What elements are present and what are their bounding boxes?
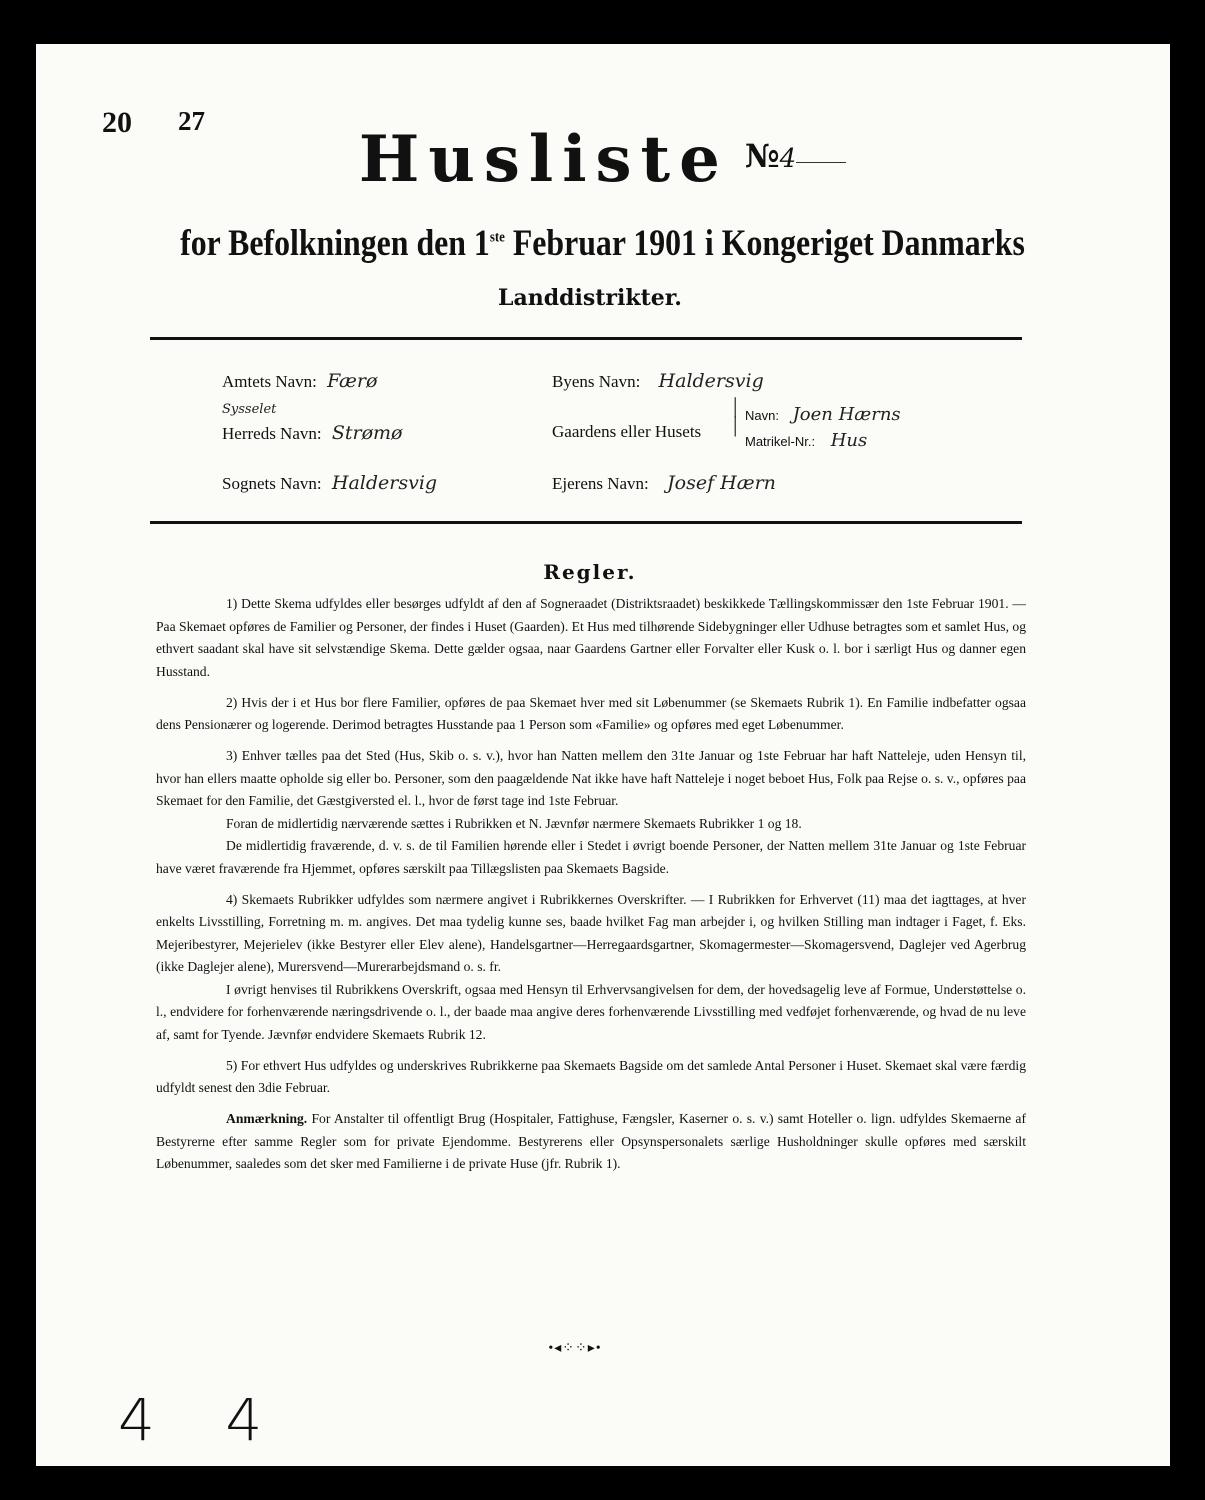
subtitle-superscript: ste bbox=[489, 229, 505, 246]
district-heading: Landdistrikter. bbox=[498, 285, 682, 311]
rules-note bbox=[156, 1108, 1026, 1176]
herred-field bbox=[222, 422, 403, 444]
list-number bbox=[745, 137, 796, 175]
gaard-bracket: | | bbox=[733, 393, 738, 437]
rule-4-continuation: I øvrigt henvises til Rubrikkens Overskrift, ogsaa med Hensyn til Erhvervsangivelsen for dem, der hovedsagelig leve af Formue, Understøttelse o. l., endvidere for forhenværende næringsdrivende o. l., der baade maa angive deres forhenværende Livsstilling med vedføjet forhenværende, og hvad de nu leve af, samt for Tyende. Jævnfør endvidere Skemaets Rubrik 12. bbox=[156, 981, 1026, 1042]
number-underline bbox=[796, 162, 846, 163]
form-subtitle bbox=[84, 222, 1120, 265]
sogn-label: Sognets Navn: bbox=[222, 474, 322, 493]
subtitle-start: for Befolkningen den 1 bbox=[180, 223, 490, 264]
number-sign: № bbox=[744, 137, 780, 175]
rule-5: 5) For ethvert Hus udfyldes og underskrives Rubrikkerne paa Skemaets Bagside om det samlede Antal Personer i Huset. Skemaet skal være færdig udfyldt senest den 3die Februar. bbox=[156, 1057, 1026, 1095]
by-field bbox=[552, 370, 764, 392]
by-label: Byens Navn: bbox=[552, 372, 641, 391]
sogn-value: Haldersvig bbox=[331, 472, 438, 494]
rules-body bbox=[156, 593, 1026, 1184]
amt-value: Færø bbox=[327, 370, 378, 392]
handwritten-page-mark: 4 4 bbox=[118, 1386, 289, 1454]
ejer-field bbox=[552, 472, 776, 494]
matrikel-label: Matrikel-Nr.: bbox=[745, 434, 816, 449]
note-label: Anmærkning. bbox=[226, 1111, 308, 1126]
gaard-navn-label: Navn: bbox=[745, 408, 779, 423]
rules-heading: Regler. bbox=[543, 560, 637, 584]
ejer-value: Josef Hærn bbox=[667, 472, 776, 494]
list-number-value: 4 bbox=[779, 144, 797, 174]
closing-ornament: •◂⁘⁘▸• bbox=[548, 1341, 602, 1356]
matrikel-value: Hus bbox=[830, 430, 868, 451]
sogn-field bbox=[222, 472, 437, 494]
matrikel-field bbox=[745, 430, 867, 451]
subtitle-end: Februar 1901 i Kongeriget Danmarks bbox=[504, 223, 1025, 264]
rule-3-continuation-a: Foran de midlertidig nærværende sættes i Rubrikken et N. Jævnfør nærmere Skemaets Rubrikker 1 og 18. bbox=[226, 815, 802, 831]
amt-label: Amtets Navn: bbox=[222, 372, 317, 391]
herred-label: Herreds Navn: bbox=[222, 424, 322, 443]
note-text: For Anstalter til offentligt Brug (Hospitaler, Fattighuse, Fængsler, Kaserner o. s. v.) samt Hoteller o. lign. udfyldes Skemaerne af Bestyrerne efter samme Regler som for private Ejendomme. Bestyrerens eller Opsynspersonalets særlige Husholdninger skulle opføres med særskilt Løbenummer, saaledes som det sker med Familierne i de private Huse (jfr. Rubrik 1). bbox=[156, 1111, 1026, 1171]
by-value: Haldersvig bbox=[658, 370, 764, 392]
title-row bbox=[0, 122, 1205, 197]
divider-bottom bbox=[150, 521, 1022, 524]
rule-1: 1) Dette Skema udfyldes eller besørges udfyldt af den af Sogneraadet (Distriktsraadet) beskikkede Tællingskommissær den 1ste Februar 1901. — Paa Skemaet opføres de Familier og Personer, der findes i Huset (Gaarden). Et Hus med tilhørende Sidebygninger eller Udhuse betragtes som et samlet Hus, og ethvert saadant skal have sit selvstændige Skema. Dette gælder ogsaa, naar Gaardens Gartner eller Forvalter eller Kusk o. l. bor i særligt Hus og danner egen Husstand. bbox=[156, 596, 1026, 679]
rule-3: 3) Enhver tælles paa det Sted (Hus, Skib o. s. v.), hvor han Natten mellem den 31te Januar og 1ste Februar har haft Natteleje, uden Hensyn til, hvor han ellers maatte opholde sig eller bo. Personer, som den paagældende Nat ikke have haft Natteleje i noget beboet Hus, Folk paa Rejse o. s. v., opføres paa Skemaet for den Familie, det Gæstgiversted el. l., hvor de først tage ind 1ste Februar. bbox=[156, 748, 1026, 808]
rule-2: 2) Hvis der i et Hus bor flere Familier, opføres de paa Skemaet hver med sit Løbenummer (se Skemaets Rubrik 1). En Familie indbefatter ogsaa dens Pensionærer og logerende. Derimod betragtes Husstande paa 1 Person som «Familie» og opføres med eget Løbenummer. bbox=[156, 694, 1026, 732]
gaard-label: Gaardens eller Husets bbox=[552, 422, 702, 441]
form-title: Husliste bbox=[358, 122, 729, 197]
rule-3-continuation-b: De midlertidig fraværende, d. v. s. de til Familien hørende eller i Stedet i øvrigt boende Personer, der Natten mellem 31te Januar og 1ste Februar have været fraværende fra Hjemmet, opføres særskilt paa Tillægslisten paa Skemaets Bagside. bbox=[156, 838, 1026, 876]
gaard-navn-value: Joen Hærns bbox=[792, 404, 901, 425]
divider-top bbox=[150, 337, 1022, 340]
archive-number-a: 20 bbox=[102, 106, 132, 139]
amt-field bbox=[222, 370, 377, 392]
ejer-label: Ejerens Navn: bbox=[552, 474, 649, 493]
gaard-navn-field bbox=[745, 404, 901, 425]
rule-4: 4) Skemaets Rubrikker udfyldes som nærmere angivet i Rubrikkernes Overskrifter. — I Rubrikken for Erhvervet (11) maa det iagttages, at hver enkelts Livsstilling, Forretning m. m. angives. Det maa tydelig kunne ses, baade hvilket Fag man arbejder i, og hvilken Stilling man indtager i Faget, f. Eks. Mejeribestyrer, Mejerielev (ikke Bestyrer eller Elev alene), Handelsgartner—Herregaardsgartner, Skomagermester—Skomagersvend, Daglejer ved Agerbrug (ikke Daglejer alene), Murersvend—Murerarbejdsmand o. s. fr. bbox=[156, 891, 1026, 974]
archive-number-b: 27 bbox=[178, 106, 205, 136]
herred-value: Strømø bbox=[331, 422, 403, 444]
herred-correction-note: Sysselet bbox=[222, 402, 277, 417]
